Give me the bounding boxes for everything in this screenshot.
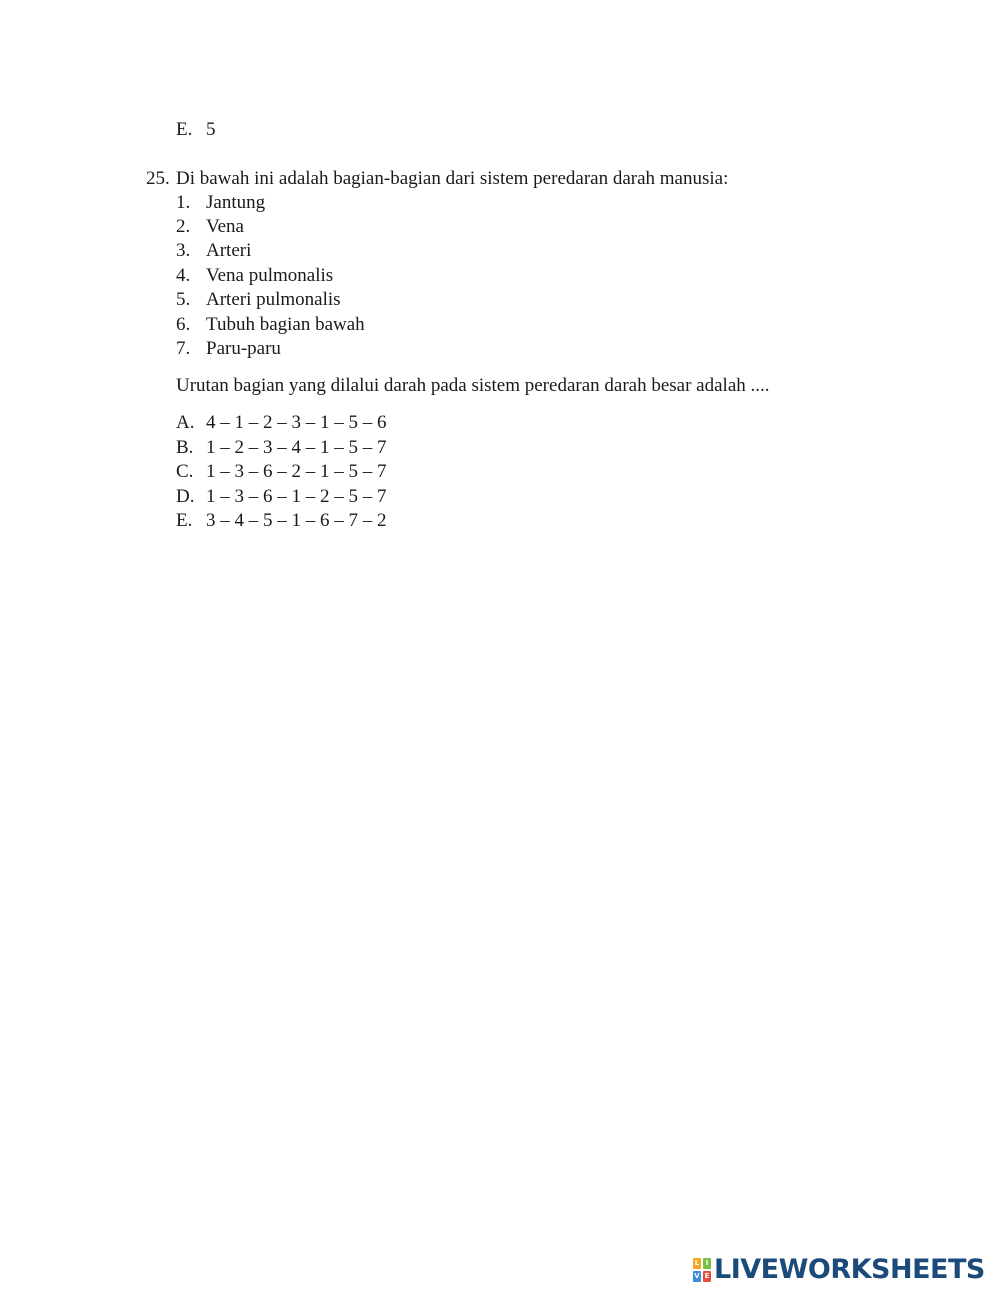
list-item-number: 6. (176, 314, 191, 335)
option-e-label: E. (176, 510, 193, 531)
logo-text: LIVEWORKSHEETS (714, 1254, 985, 1285)
list-item-number: 2. (176, 216, 191, 237)
option-d-text: 1 – 3 – 6 – 1 – 2 – 5 – 7 (206, 486, 387, 507)
list-item-text: Arteri pulmonalis (206, 289, 341, 310)
list-item-number: 7. (176, 338, 191, 359)
prev-option-e-label: E. (176, 119, 193, 140)
list-item-text: Arteri (206, 240, 252, 261)
option-b-text: 1 – 2 – 3 – 4 – 1 – 5 – 7 (206, 437, 387, 458)
logo-mark-cell: L (694, 1259, 700, 1267)
list-item-text: Vena (206, 216, 244, 237)
logo-mark-cell: V (694, 1272, 700, 1280)
liveworksheets-logo (693, 1255, 985, 1285)
question-instruction: Urutan bagian yang dilalui darah pada sistem peredaran darah besar adalah .... (176, 375, 770, 396)
option-a-label: A. (176, 412, 195, 433)
option-c-text: 1 – 3 – 6 – 2 – 1 – 5 – 7 (206, 461, 387, 482)
logo-mark-icon (693, 1258, 711, 1282)
question-prompt: Di bawah ini adalah bagian-bagian dari sistem peredaran darah manusia: (176, 168, 729, 189)
logo-mark-cell: I (703, 1258, 711, 1269)
list-item-number: 3. (176, 240, 191, 261)
option-e-text: 3 – 4 – 5 – 1 – 6 – 7 – 2 (206, 510, 387, 531)
list-item-number: 4. (176, 265, 191, 286)
prev-option-e-text: 5 (206, 119, 216, 140)
option-b-label: B. (176, 437, 194, 458)
list-item-number: 1. (176, 192, 191, 213)
option-a-text: 4 – 1 – 2 – 3 – 1 – 5 – 6 (206, 412, 387, 433)
option-c-label: C. (176, 461, 194, 482)
option-d-label: D. (176, 486, 195, 507)
list-item-text: Paru-paru (206, 338, 281, 359)
question-number: 25. (146, 168, 170, 189)
list-item-text: Jantung (206, 192, 266, 213)
list-item-number: 5. (176, 289, 191, 310)
list-item-text: Tubuh bagian bawah (206, 314, 365, 335)
list-item-text: Vena pulmonalis (206, 265, 334, 286)
logo-mark-cell: E (704, 1272, 710, 1280)
